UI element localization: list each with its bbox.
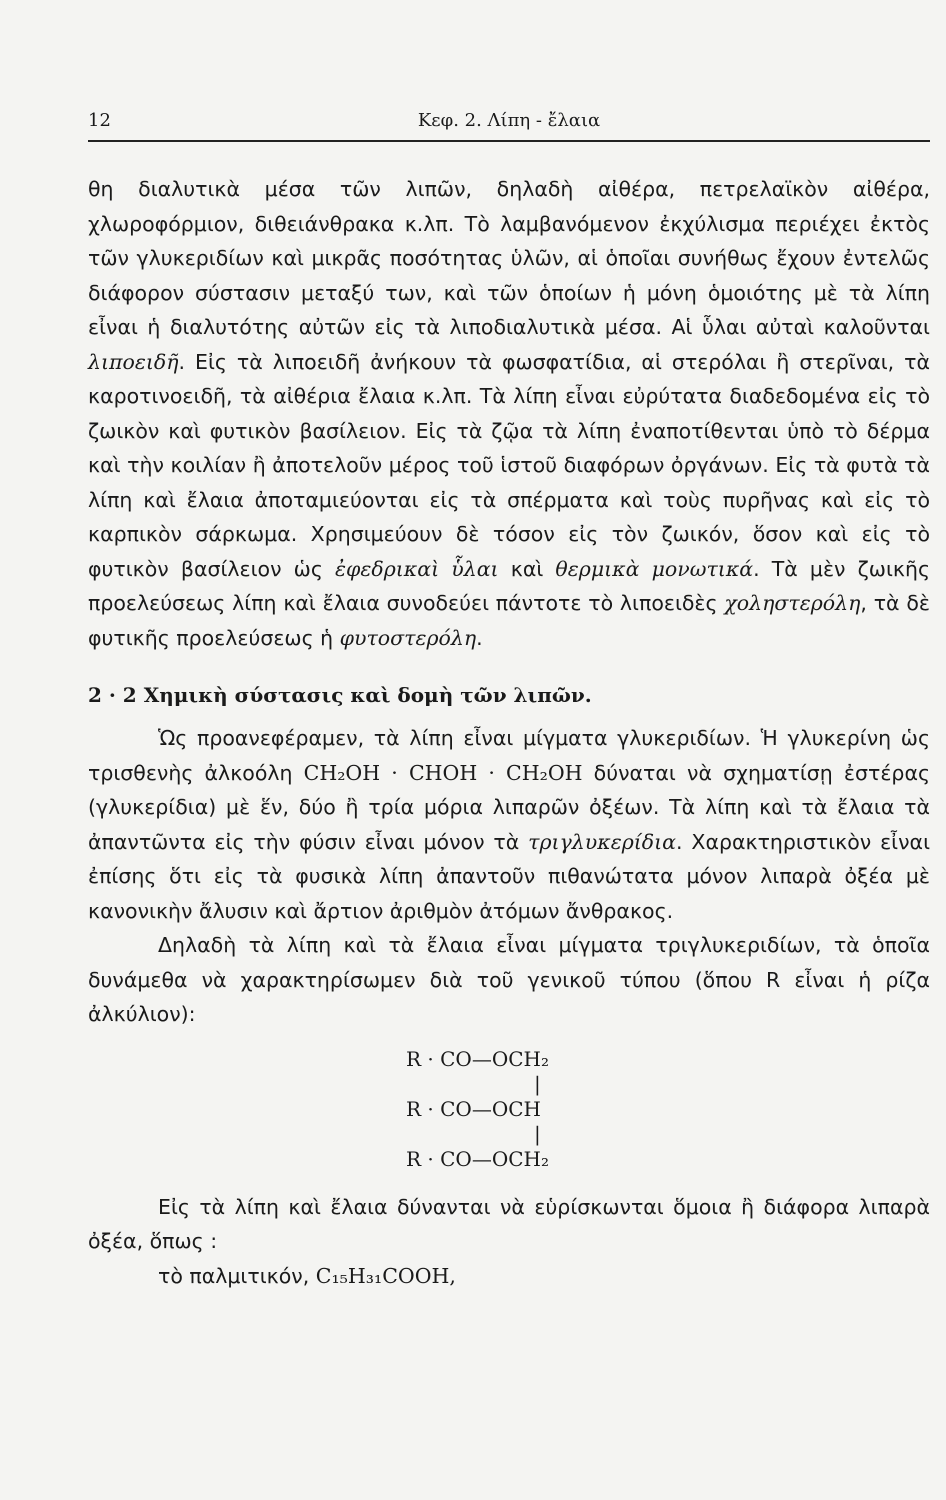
page-header [88, 110, 930, 142]
text-run: Ὡς προανεφέραμεν, τὰ λίπη εἶναι μίγματα γλυκεριδίων. Ἡ γλυκερίνη ὡς τρισθενὴς ἀλκοόλη [88, 726, 930, 785]
text-run: καὶ [498, 556, 556, 581]
text-run: . Τὰ μὲν ζωικῆς προελεύσεως λίπη καὶ ἔλαια συνοδεύει πάντοτε τὸ λιποειδὲς [88, 556, 930, 615]
term-phytosterol: φυτοστερόλη [339, 625, 477, 650]
glycerol-formula: CH₂OH · CHOH · CH₂OH [303, 760, 583, 785]
section-number: 2 · 2 [88, 683, 137, 707]
running-title: Κεφ. 2. Λίπη - ἔλαια [417, 110, 601, 131]
composition-paragraph [88, 721, 930, 928]
formula-line-1: R · CO—OCH₂ [406, 1046, 549, 1071]
text-run: . Εἰς τὰ λιποειδῆ ἀνήκουν τὰ φωσφατίδια, αἱ στερόλαι ἢ στερῖναι, τὰ καροτινοειδῆ, τὰ αἰθέρια ἔλαια κ.λπ. Τὰ λίπη εἶναι εὐρύτατα διαδεδομένα εἰς τὸ ζωικὸν καὶ φυτικὸν βασίλειον. Εἰς τὰ ζῷα τὰ λίπη ἐναποτίθενται ὑπὸ τὸ δέρμα καὶ τὴν κοιλίαν ἢ ἀποτελοῦν μέρος τοῦ ἱστοῦ διαφόρων ὀργάνων. Εἰς τὰ φυτὰ τὰ λίπη καὶ ἔλαια ἀποταμιεύονται εἰς τὰ σπέρματα καὶ τοὺς πυρῆνας καὶ εἰς τὸ καρπικὸν σάρκωμα. Χρησιμεύουν δὲ τόσον εἰς τὸν ζωικόν, ὅσον καὶ εἰς τὸ φυτικὸν βασίλειον ὡς [88, 349, 930, 581]
section-heading [88, 683, 930, 707]
page-number: 12 [88, 110, 111, 131]
intro-paragraph [88, 172, 930, 655]
text-run: . [476, 625, 483, 650]
term-thermal-insulators: θερμικὰ μονωτικά [555, 556, 754, 581]
term-triglycerides: τριγλυκερίδια [528, 829, 677, 854]
formula-bond-1: | [534, 1071, 541, 1096]
text-run: , τὰ δὲ φυτικῆς προελεύσεως ἡ [88, 591, 930, 650]
text-run: . Χαρακτηριστικὸν εἶναι ἐπίσης ὅτι εἰς τὰ φυσικὰ λίπη ἀπαντοῦν πιθανώτατα μόνον λιπαρὰ ὀξέα μὲ κανονικὴν ἄλυσιν καὶ ἄρτιον ἀριθμὸν ἀτόμων ἄνθρακος. [88, 829, 930, 923]
acid-formula: C₁₅H₃₁COOH, [315, 1263, 456, 1288]
section-title: Χημικὴ σύστασις καὶ δομὴ τῶν λιπῶν. [143, 683, 592, 707]
term-reserve-materials: ἐφεδρικαὶ ὗλαι [335, 556, 499, 581]
list-item [88, 1259, 930, 1294]
text-run: θη διαλυτικὰ μέσα τῶν λιπῶν, δηλαδὴ αἰθέρα, πετρελαϊκὸν αἰθέρα, χλωροφόρμιον, διθειάνθρακα κ.λπ. Τὸ λαμβανόμενον ἐκχύλισμα περιέχει ἐκτὸς τῶν γλυκεριδίων καὶ μικρᾶς ποσότητας ὑλῶν, αἱ ὁποῖαι συνήθως ἔχουν ἐντελῶς διάφορον σύστασιν μεταξύ των, καὶ τῶν ὁποίων ἡ μόνη ὁμοιότης μὲ τὰ λίπη εἶναι ἡ διαλυτότης αὐτῶν εἰς τὰ λιποδιαλυτικὰ μέσα. Αἱ ὗλαι αὐταὶ καλοῦνται [88, 177, 930, 339]
text-run: δύναται νὰ σχηματίσῃ ἐστέρας (γλυκερίδια) μὲ ἕν, δύο ἢ τρία μόρια λιπαρῶν ὀξέων. Τὰ λίπη καὶ τὰ ἔλαια τὰ ἀπαντῶντα εἰς τὴν φύσιν εἶναι μόνον τὰ [88, 760, 930, 854]
triglyceride-paragraph: Δηλαδὴ τὰ λίπη καὶ τὰ ἔλαια εἶναι μίγματα τριγλυκεριδίων, τὰ ὁποῖα δυνάμεθα νὰ χαρακτηρίσωμεν διὰ τοῦ γενικοῦ τύπου (ὅπου R εἶναι ἡ ρίζα ἀλκύλιον): [88, 933, 930, 1026]
page-body [88, 172, 930, 1293]
term-lipoeide: λιποειδῆ [88, 349, 179, 374]
fatty-acids-paragraph: Εἰς τὰ λίπη καὶ ἔλαια δύνανται νὰ εὑρίσκωνται ὅμοια ἢ διάφορα λιπαρὰ ὀξέα, ὅπως : [88, 1194, 930, 1253]
formula-line-2: R · CO—OCH [406, 1096, 541, 1121]
acid-name: τὸ παλμιτικόν, [158, 1263, 316, 1288]
formula-line-3: R · CO—OCH₂ [406, 1146, 549, 1171]
term-cholesterol: χοληστερόλη [724, 591, 861, 615]
triglyceride-formula [406, 1044, 930, 1174]
formula-bond-2: | [534, 1121, 541, 1146]
